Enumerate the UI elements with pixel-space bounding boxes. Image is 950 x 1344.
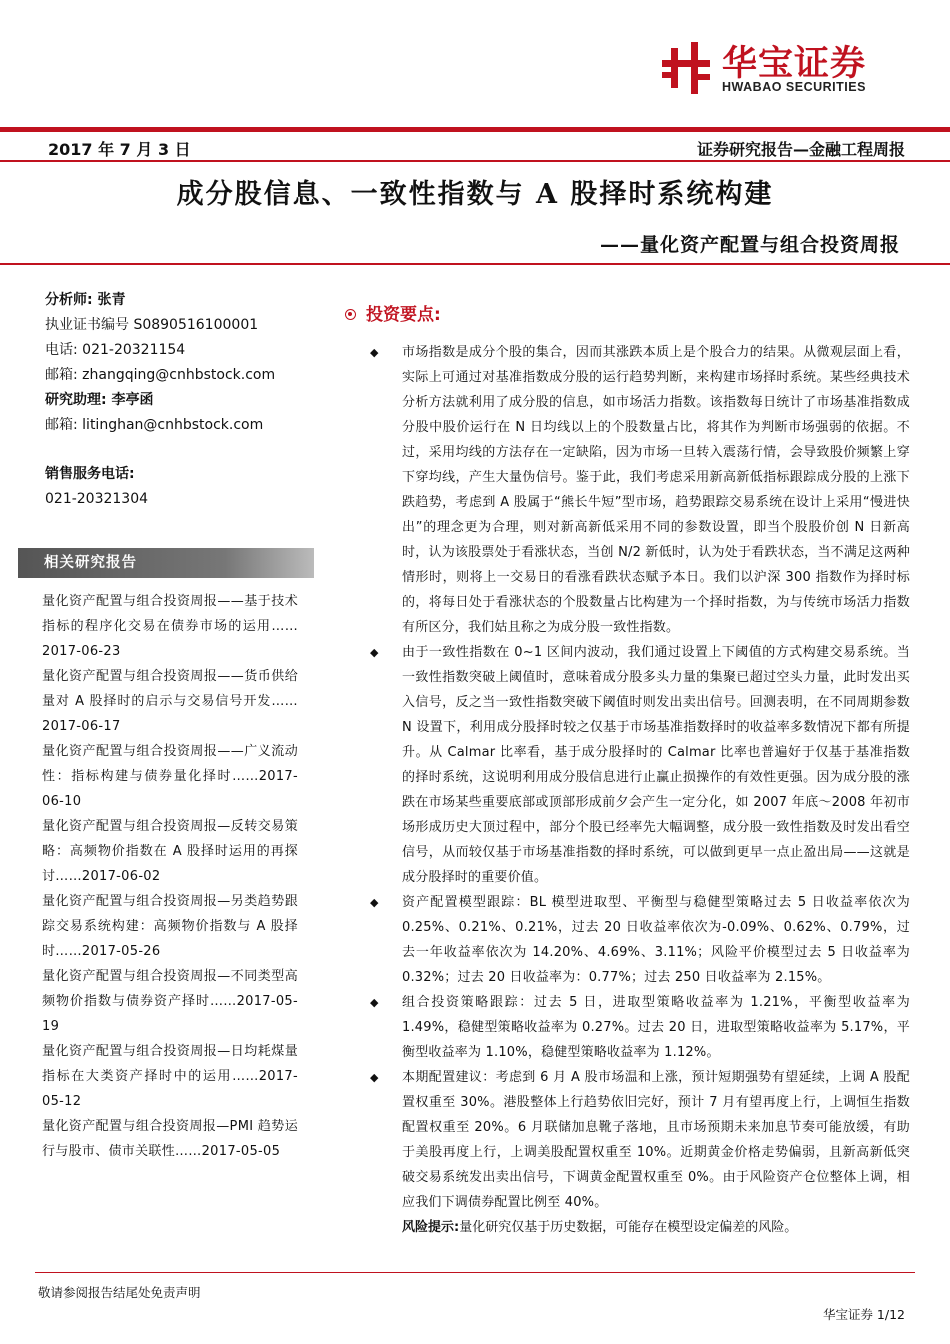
report-type: 证券研究报告—金融工程周报 [696,140,905,159]
key-points-header [345,300,441,325]
related-report-item[interactable]: 量化资产配置与组合投资周报—PMI 趋势运行与股市、债市关联性……2017-05-05 [42,1119,298,1159]
footer-divider [35,1272,915,1273]
related-report-item[interactable]: 量化资产配置与组合投资周报——基于技术指标的程序化交易在债券市场的运用……2017-06-23 [42,594,298,659]
related-report-item[interactable]: 量化资产配置与组合投资周报—另类趋势跟踪交易系统构建：高频物价指数与 A 股择时……2017-05-26 [42,894,298,959]
diamond-bullet-icon: ◆ [370,996,379,1009]
key-point-bullet [370,340,910,640]
hwabao-logo-icon [658,42,714,94]
report-title: 成分股信息、一致性指数与 A 股择时系统构建 [176,179,774,210]
key-points-body [370,340,910,1240]
analyst-cert: 执业证书编号 S0890516100001 [45,317,259,333]
risk-warning [370,1215,910,1240]
related-report-item[interactable]: 量化资产配置与组合投资周报——货币供给量对 A 股择时的启示与交易信号开发……2017-06-17 [42,669,298,734]
risk-text: 量化研究仅基于历史数据，可能存在模型设定偏差的风险。 [459,1220,798,1235]
header-red-bar [0,127,950,132]
key-point-text: 市场指数是成分个股的集合，因而其涨跌本质上是个股合力的结果。从微观层面上看，实际上可通过对基准指数成分股的运行趋势判断，来构建市场择时系统。某些经典技术分析方法就利用了成分股的信息，如市场活力指数。该指数每日统计了市场基准指数成分股中股价运行在 N 日均线以上的个股数量占比，将其作为判断市场强弱的依据。不过，采用均线的方法存在一定缺陷，因为市场一旦转入震荡行情，会导致股价频繁上穿下穿均线，产生大量伪信号。鉴于此，我们考虑采用新高新低指标跟踪成分股的上涨下跌趋势，考虑到 A 股属于“熊长牛短”型市场，趋势跟踪交易系统在设计上采用“慢进快出”的理念更为合理，则对新高新低采用不同的参数设置，即当个股股价创 N 日新高时，认为该股票处于看涨状态，当创 N/2 新低时，认为处于看跌状态，当不满足这两种情形时，则将上一交易日的看涨看跌状态赋予本日。我们以沪深 300 指数作为择时标的，将每日处于看涨状态的个股数量占比构建为一个择时指数，为与传统市场活力指数有所区分，我们姑且称之为成分股一致性指数。 [402,345,910,635]
key-point-bullet [370,890,910,990]
target-circle-icon [345,309,356,320]
key-point-bullet [370,990,910,1065]
diamond-bullet-icon: ◆ [370,346,379,359]
analyst-email[interactable]: 邮箱: zhangqing@cnhbstock.com [45,367,276,383]
footer-disclaimer: 敬请参阅报告结尾处免责声明 [38,1285,201,1300]
risk-label: 风险提示: [402,1220,460,1235]
related-report-item[interactable]: 量化资产配置与组合投资周报—不同类型高频物价指数与债券资产择时……2017-05-19 [42,969,298,1034]
key-point-text: 由于一致性指数在 0~1 区间内波动，我们通过设置上下阈值的方式构建交易系统。当一致性指数突破上阈值时，意味着成分股多头力量的集聚已超过空头力量，此时发出买入信号，反之当一致性指数突破下阈值时则发出卖出信号。回测表明，在不同周期参数 N 设置下，利用成分股择时较之仅基于市场基准指数择时的收益率多数情况下都有所提升。从 Calmar 比率看，基于成分股择时的 Calmar 比率也普遍好于仅基于基准指数的择时系统，这说明利用成分股信息进行止赢止损操作的有效性更强。因为成分股的涨跌在市场某些重要底部或顶部形成前夕会产生一定分化，如 2007 年底～2008 年初市场形成历史大顶过程中，部分个股已经率先大幅调整，成分股一致性指数及时发出看空信号，从而较仅基于市场基准指数的择时系统，可以做到更早一点止盈出局——这就是成分股择时的重要价值。 [402,645,910,885]
sales-phone: 021-20321304 [45,491,149,507]
related-report-item[interactable]: 量化资产配置与组合投资周报—反转交易策略：高频物价指数在 A 股择时运用的再探讨……2017-06-02 [42,819,298,884]
key-point-text: 本期配置建议：考虑到 6 月 A 股市场温和上涨，预计短期强势有望延续，上调 A 股配置权重至 30%。港股整体上行趋势依旧完好，预计 7 月有望再度上行，上调恒生指数配置权重至 20%。6 月联储加息靴子落地，且市场预期未来加息节奏可能放缓，有助于美股再度上行，上调美股配置权重至 10%。近期黄金价格走势偏弱，且新高新低突破交易系统发出卖出信号，下调黄金配置权重至 0%。由于风险资产仓位整体上调，相应我们下调债券配置比例至 40%。 [402,1070,910,1210]
related-report-item[interactable]: 量化资产配置与组合投资周报——广义流动性：指标构建与债券量化择时……2017-06-10 [42,744,298,809]
title-divider [0,263,950,265]
report-subtitle: ——量化资产配置与组合投资周报 [599,234,900,256]
diamond-bullet-icon: ◆ [370,646,379,659]
related-reports-header: 相关研究报告 [18,548,314,578]
key-points-title: 投资要点: [366,305,441,325]
analyst-name: 分析师: 张青 [45,292,126,308]
assistant-name: 研究助理: 李亭函 [45,392,154,408]
assistant-email[interactable]: 邮箱: litinghan@cnhbstock.com [45,417,264,433]
related-reports-list [42,589,298,1164]
sales-label: 销售服务电话: [45,466,135,482]
analyst-info [45,288,315,512]
diamond-bullet-icon: ◆ [370,1071,379,1084]
analyst-phone: 电话: 021-20321154 [45,342,186,358]
diamond-bullet-icon: ◆ [370,896,379,909]
key-point-text: 资产配置模型跟踪：BL 模型进取型、平衡型与稳健型策略过去 5 日收益率依次为 0.25%、0.21%、0.21%，过去 20 日收益率依次为-0.09%、0.62%、0.79%，过去一年收益率依次为 14.20%、4.69%、3.11%；风险平价模型过去 5 日收益率为 0.32%；过去 20 日收益率为：0.77%；过去 250 日收益率为 2.15%。 [402,895,910,985]
key-point-text: 组合投资策略跟踪：过去 5 日，进取型策略收益率为 1.21%，平衡型收益率为 1.49%，稳健型策略收益率为 0.27%。过去 20 日，进取型策略收益率为 5.17%，平衡型收益率为 1.10%，稳健型策略收益率为 1.12%。 [402,995,910,1060]
key-point-bullet [370,1065,910,1215]
key-point-bullet [370,640,910,890]
related-report-item[interactable]: 量化资产配置与组合投资周报—日均耗煤量指标在大类资产择时中的运用……2017-05-12 [42,1044,298,1109]
header-divider [0,160,950,162]
logo-chinese-name: 华宝证券 [722,44,867,84]
report-date: 2017 年 7 月 3 日 [48,140,191,159]
page-number: 华宝证券 1/12 [822,1307,905,1322]
company-logo [650,36,920,100]
logo-english-name: HWABAO SECURITIES [722,80,866,94]
